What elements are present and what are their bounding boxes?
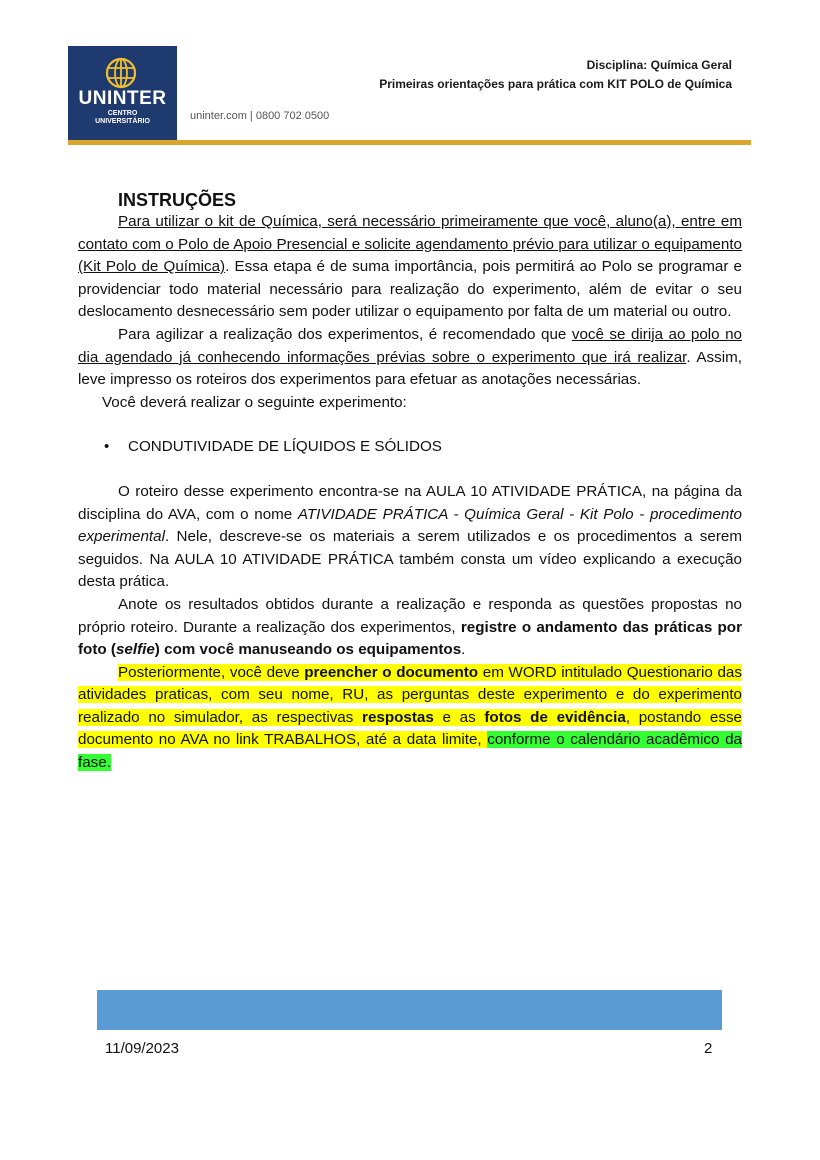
p1-rest: . Essa etapa é de suma importância, pois permitirá ao Polo se programar e providenciar todo material necessário para realização do experimento, além de evitar o seu deslocamento desnecessário sem poder utilizar o equipamento por falta de um material ou outro. — [78, 258, 742, 321]
p6-green-highlight: conforme o calendário acadêmico da fase. — [78, 731, 742, 772]
bullet-icon: • — [104, 438, 110, 456]
bullet-item — [104, 436, 742, 459]
logo-name: UNINTER — [78, 88, 167, 109]
p5-end: . — [461, 641, 466, 659]
p6-part-4: , postando esse documento no AVA no link TRABALHOS, até a data limite, — [78, 708, 742, 749]
footer-bar — [97, 990, 722, 1030]
paragraph-6 — [78, 662, 742, 775]
header-divider — [68, 140, 751, 145]
p5-bold-2: ) com você manuseando os equipamentos — [154, 641, 462, 659]
p2-start: Para agilizar a realização dos experimentos, é recomendado que — [118, 325, 572, 343]
paragraph-1 — [78, 211, 742, 324]
main-content — [78, 189, 742, 775]
p2-rest: . Assim, leve impresso os roteiros dos experimentos para efetuar as anotações necessárias. — [78, 348, 742, 389]
footer-date: 11/09/2023 — [105, 1040, 179, 1057]
p5-bold-italic: selfie — [115, 641, 155, 659]
discipline-title: Disciplina: Química Geral — [586, 58, 732, 72]
paragraph-3: Você deverá realizar o seguinte experimento: — [102, 393, 407, 411]
page-number: 2 — [704, 1040, 713, 1057]
logo-sub-line-2: UNIVERSITÁRIO — [95, 118, 150, 125]
p6-bold-1: preencher o documento — [304, 663, 479, 681]
logo-sub-line-1: CENTRO — [107, 110, 138, 117]
p6-bold-3: fotos de evidência — [484, 708, 626, 726]
document-subtitle: Primeiras orientações para prática com KIT POLO de Química — [379, 77, 732, 91]
section-heading: INSTRUÇÕES — [118, 190, 237, 210]
paragraph-2 — [78, 324, 742, 392]
paragraph-4 — [78, 481, 742, 594]
logo-subtitle — [68, 110, 177, 126]
p1-underlined: Para utilizar o kit de Química, será necessário primeiramente que você, aluno(a), entre em contato com o Polo de Apoio Presencial e solicite agendamento prévio para utilizar o equipamento (Kit Polo de Química) — [78, 213, 742, 276]
p5-bold-1: registre o andamento das práticas por foto ( — [78, 618, 742, 659]
p6-bold-2: respostas — [362, 708, 434, 726]
p4-rest: . Nele, descreve-se os materiais a serem utilizados e os procedimentos a serem seguidos. Na AULA 10 ATIVIDADE PRÁTICA também consta um vídeo explicando a execução desta prática. — [78, 528, 742, 591]
p4-italic: ATIVIDADE PRÁTICA - Química Geral - Kit Polo - procedimento experimental — [78, 505, 743, 546]
header-titles — [379, 56, 732, 94]
p6-part-1: Posteriormente, você deve — [118, 663, 305, 681]
uninter-logo — [68, 46, 177, 140]
globe-logo-icon — [101, 56, 141, 90]
bullet-text: CONDUTIVIDADE DE LÍQUIDOS E SÓLIDOS — [128, 438, 442, 456]
p2-underlined: você se dirija ao polo no dia agendado já conhecendo informações prévias sobre o experimento que irá realizar — [78, 325, 742, 366]
contact-info: uninter.com | 0800 702 0500 — [190, 110, 330, 122]
p6-part-2: em WORD intitulado Questionario das atividades praticas, com seu nome, RU, as perguntas deste experimento e do experimento realizado no simulador, as respectivas — [78, 663, 742, 726]
p6-part-3: e as — [433, 708, 485, 726]
paragraph-5 — [78, 594, 742, 662]
p4-start: O roteiro desse experimento encontra-se na AULA 10 ATIVIDADE PRÁTICA, na página da disciplina do AVA, com o nome — [78, 482, 742, 523]
p5-start: Anote os resultados obtidos durante a realização e responda as questões propostas no próprio roteiro. Durante a realização dos experimentos, — [78, 595, 742, 636]
